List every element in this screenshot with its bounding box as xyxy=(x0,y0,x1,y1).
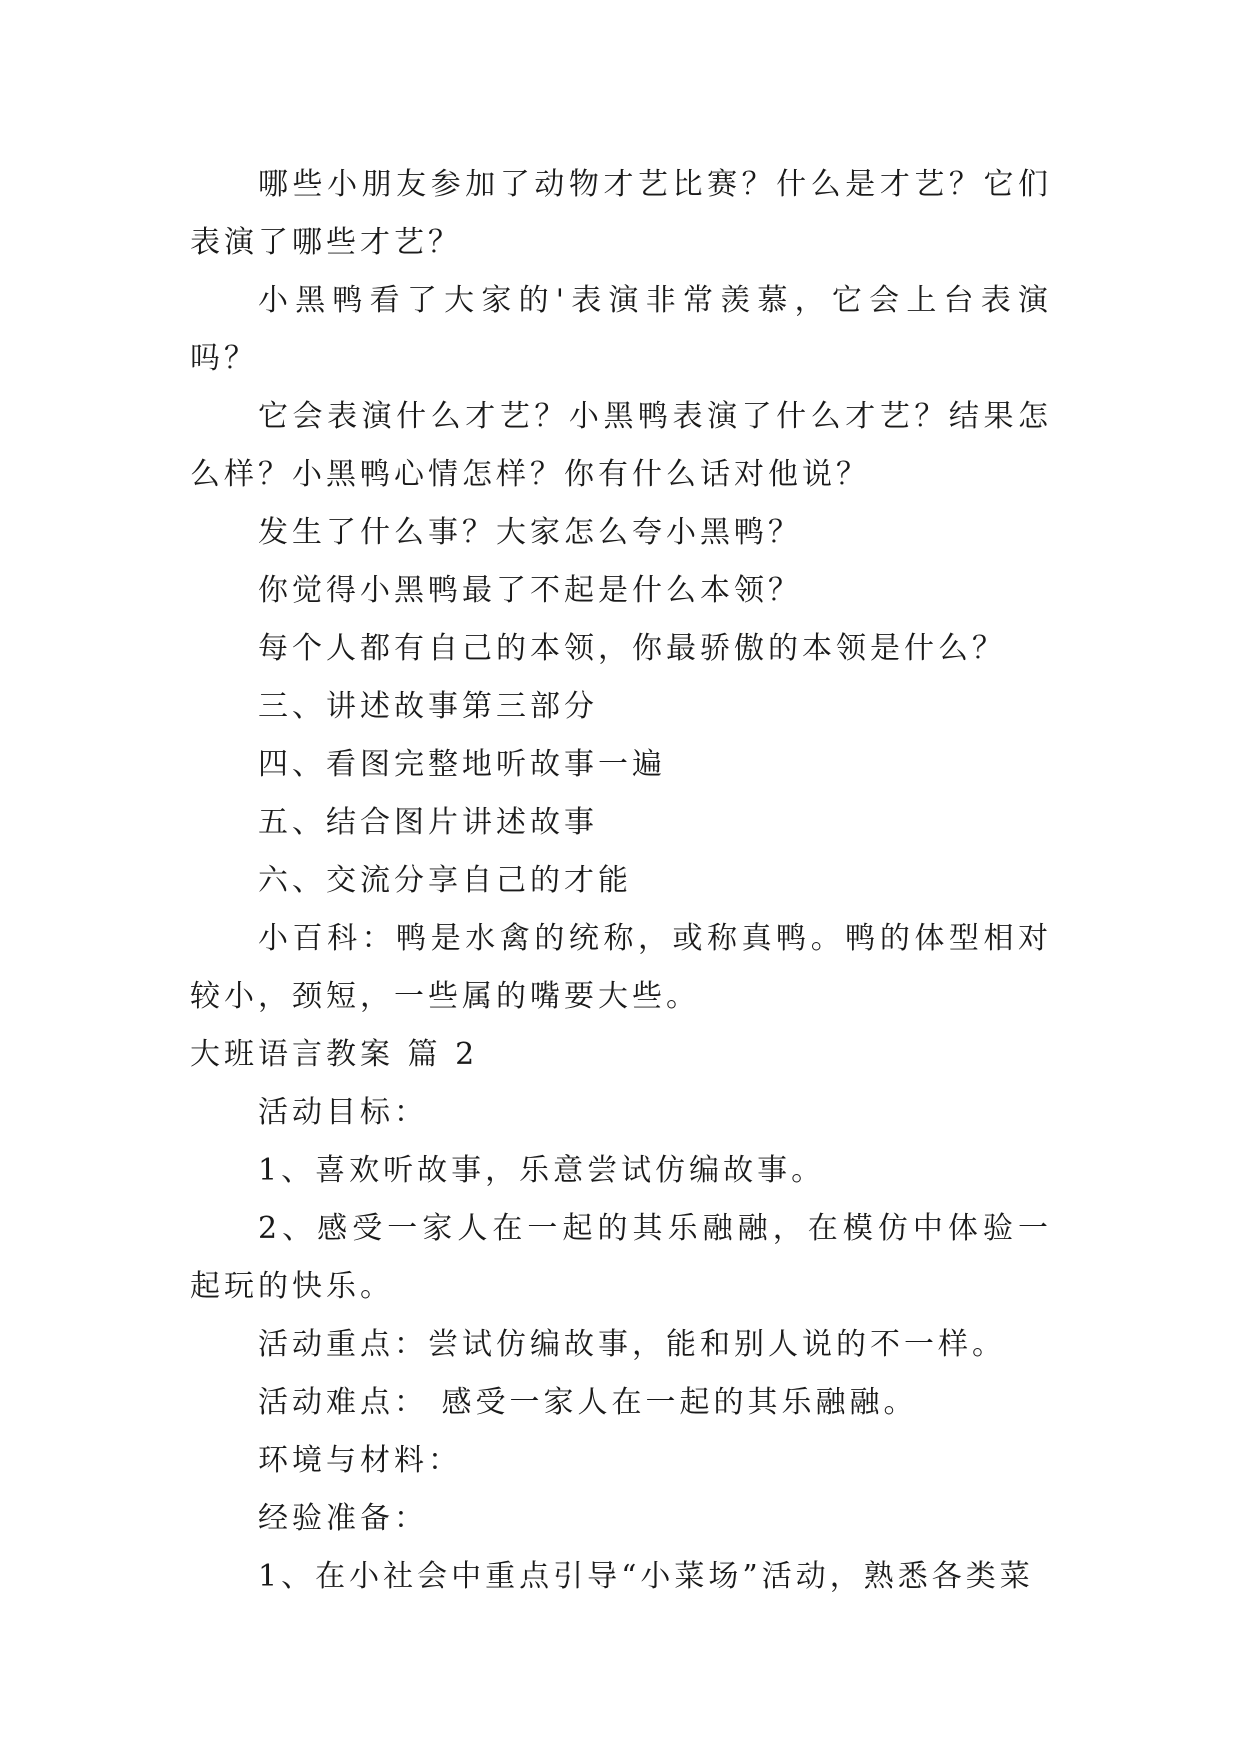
paragraph: 活动重点：尝试仿编故事，能和别人说的不一样。 xyxy=(258,1327,1006,1362)
paragraph: 每个人都有自己的本领，你最骄傲的本领是什么？ xyxy=(258,631,1006,666)
paragraph: 五、结合图片讲述故事 xyxy=(258,805,598,840)
paragraph: 四、看图完整地听故事一遍 xyxy=(258,747,666,782)
paragraph: 经验准备： xyxy=(258,1501,428,1536)
paragraph: 活动难点： 感受一家人在一起的其乐融融。 xyxy=(258,1385,918,1420)
paragraph: 活动目标： xyxy=(258,1095,428,1130)
paragraph: 1、喜欢听故事，乐意尝试仿编故事。 xyxy=(258,1153,826,1188)
paragraph: 1、在小社会中重点引导“小菜场”活动，熟悉各类菜 xyxy=(258,1559,1034,1594)
paragraph: 小百科：鸭是水禽的统称，或称真鸭。鸭的体型相对较小，颈短，一些属的嘴要大些。 xyxy=(190,921,1052,1014)
document-body xyxy=(190,156,1052,1606)
section-heading: 大班语言教案 篇 2 xyxy=(190,1037,479,1072)
paragraph: 它会表演什么才艺？小黑鸭表演了什么才艺？结果怎么样？小黑鸭心情怎样？你有什么话对他说？ xyxy=(190,399,1052,492)
paragraph: 六、交流分享自己的才能 xyxy=(258,863,632,898)
paragraph: 哪些小朋友参加了动物才艺比赛？什么是才艺？它们表演了哪些才艺？ xyxy=(190,167,1052,260)
paragraph: 三、讲述故事第三部分 xyxy=(258,689,598,724)
paragraph: 你觉得小黑鸭最了不起是什么本领？ xyxy=(258,573,802,608)
paragraph: 小黑鸭看了大家的'表演非常羡慕，它会上台表演吗？ xyxy=(190,283,1052,376)
paragraph: 环境与材料： xyxy=(258,1443,462,1478)
paragraph: 2、感受一家人在一起的其乐融融，在模仿中体验一起玩的快乐。 xyxy=(190,1211,1052,1304)
paragraph: 发生了什么事？大家怎么夸小黑鸭？ xyxy=(258,515,802,550)
